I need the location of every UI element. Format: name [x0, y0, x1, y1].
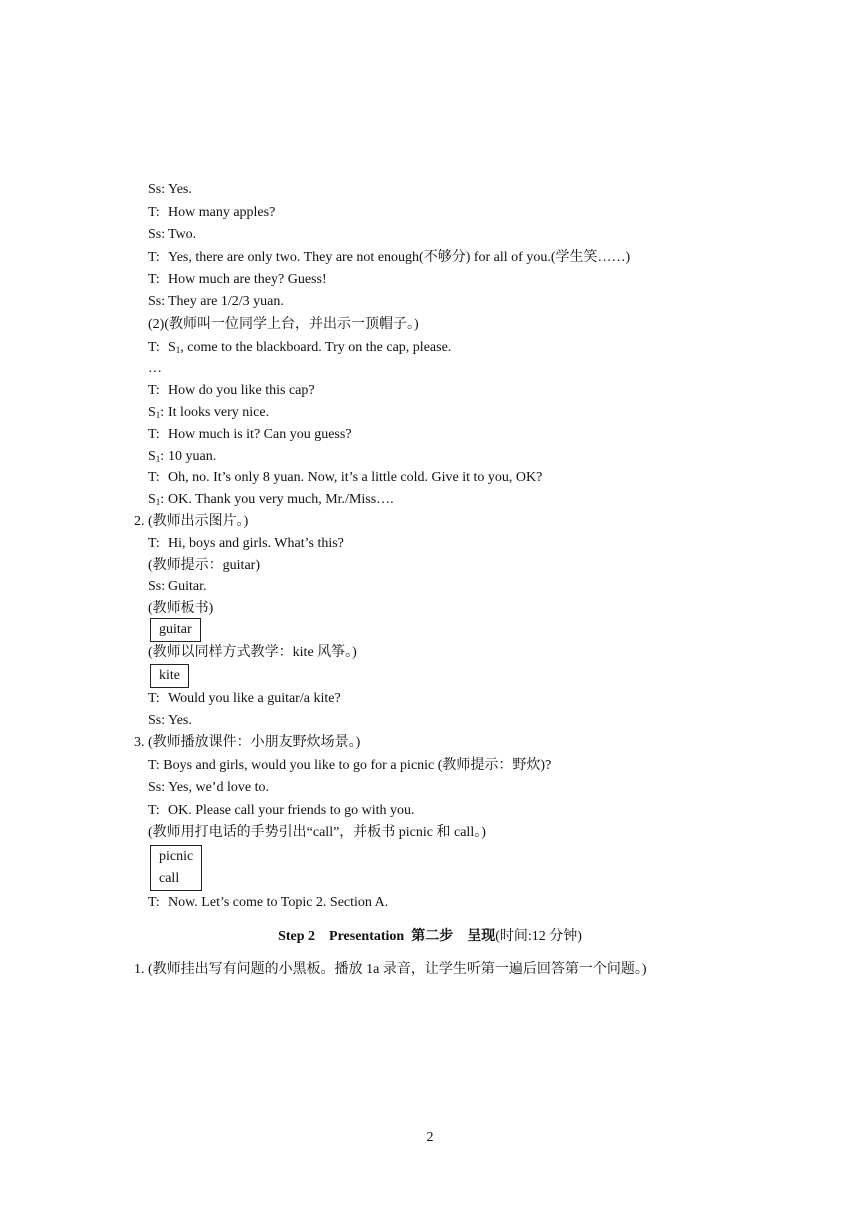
- dialogue-line: [148, 689, 341, 709]
- item-number: 3.: [134, 735, 145, 750]
- ellipsis-line: [148, 359, 162, 379]
- speaker-label: T:: [148, 340, 160, 355]
- line-text: Yes.: [168, 182, 192, 197]
- line-text: (教师播放课件：小朋友野炊场景。): [148, 735, 361, 750]
- line-text: (2)(教师叫一位同学上台，并出示一顶帽子。): [148, 317, 419, 332]
- line-text: , come to the blackboard. Try on the cap, please.: [180, 340, 452, 355]
- speaker-label: $S_1$:: [148, 492, 165, 507]
- dialogue-line: [148, 292, 284, 312]
- line-text: Ss: Yes, we’d love to.: [148, 780, 269, 795]
- dialogue-line: [148, 778, 269, 798]
- line-text: How many apples?: [168, 205, 276, 220]
- speaker-label: T:: [148, 895, 160, 910]
- speaker-label: Ss:: [148, 579, 166, 594]
- line-text: Two.: [168, 227, 197, 242]
- line-text: It looks very nice.: [168, 405, 270, 420]
- dialogue-line: [148, 447, 216, 467]
- step-cn2: 呈现: [467, 929, 496, 944]
- item-3-heading: [134, 733, 360, 753]
- speaker-label: T:: [148, 383, 160, 398]
- line-text: S: [168, 340, 176, 355]
- line-text: (教师板书): [148, 601, 214, 616]
- subscript: 1: [175, 345, 181, 355]
- speaker-label: T:: [148, 691, 160, 706]
- speaker-label: T:: [148, 205, 160, 220]
- dialogue-line: [148, 225, 196, 245]
- dialogue-line: [148, 893, 388, 913]
- line-text: Would you like a guitar/a kite?: [168, 691, 341, 706]
- line-text: Oh, no. It’s only 8 yuan. Now, it’s a little cold. Give it to you, OK?: [168, 470, 543, 485]
- blackboard-word-box: [150, 664, 189, 688]
- line-text: (教师挂出写有问题的小黑板。播放 1a 录音，让学生听第一遍后回答第一个问题。): [148, 962, 647, 977]
- step-cn: 第二步: [411, 929, 454, 944]
- step-time: (时间:12 分钟): [495, 929, 582, 944]
- speaker-label: Ss:: [148, 713, 166, 728]
- speaker-label: T:: [148, 803, 160, 818]
- speaker-label: T:: [148, 470, 160, 485]
- speaker-label: T:: [148, 536, 160, 551]
- line-text: Now. Let’s come to Topic 2. Section A.: [168, 895, 389, 910]
- line-text: How do you like this cap?: [168, 383, 315, 398]
- blackboard-word-box: [150, 618, 201, 642]
- speaker-label: Ss:: [148, 227, 166, 242]
- line-text: (教师以同样方式教学：kite 风筝。): [148, 645, 357, 660]
- dialogue-line: [148, 425, 352, 445]
- dialogue-line: [148, 468, 542, 488]
- instruction-line: [148, 643, 357, 663]
- line-text: T: Boys and girls, would you like to go for a picnic (教师提示：野炊)?: [148, 758, 552, 773]
- line-text: (教师出示图片。): [148, 514, 249, 529]
- speaker-label: T:: [148, 272, 160, 287]
- dialogue-line: [148, 180, 192, 200]
- board-word: kite: [159, 668, 180, 683]
- line-text: Yes.: [168, 713, 192, 728]
- dialogue-line: [148, 203, 275, 223]
- dialogue-line: [148, 577, 207, 597]
- dialogue-line: [148, 756, 551, 776]
- dialogue-line: [148, 248, 630, 268]
- step-2-item-1: [134, 960, 647, 980]
- item-2-heading: [134, 512, 248, 532]
- page-number: 2: [426, 1130, 434, 1145]
- line-text: OK. Thank you very much, Mr./Miss….: [168, 492, 394, 507]
- board-word: picnic: [159, 849, 194, 864]
- line-text: How much are they? Guess!: [168, 272, 327, 287]
- dialogue-line: [148, 270, 327, 290]
- board-word: guitar: [159, 622, 192, 637]
- speaker-label: T:: [148, 250, 160, 265]
- blackboard-word-box: [150, 845, 202, 891]
- dialogue-line: [148, 403, 269, 423]
- instruction-line: [148, 556, 260, 576]
- line-text: (教师提示：guitar): [148, 558, 260, 573]
- dialogue-line: [148, 801, 415, 821]
- instruction-line: [148, 315, 419, 335]
- line-text: How much is it? Can you guess?: [168, 427, 352, 442]
- line-text: Hi, boys and girls. What’s this?: [168, 536, 344, 551]
- step-label: Step 2: [278, 929, 316, 944]
- line-text: (教师用打电话的手势引出“call”，并板书 picnic 和 call。): [148, 825, 486, 840]
- speaker-label: Ss:: [148, 294, 166, 309]
- item-number: 2.: [134, 514, 145, 529]
- speaker-label: $S_1$:: [148, 405, 165, 420]
- line-text: Guitar.: [168, 579, 207, 594]
- line-text: 10 yuan.: [168, 449, 217, 464]
- line-text: OK. Please call your friends to go with you.: [168, 803, 415, 818]
- instruction-line: [148, 823, 486, 843]
- line-text: They are 1/2/3 yuan.: [168, 294, 284, 309]
- speaker-label: $S_1$:: [148, 449, 165, 464]
- step-name: Presentation: [329, 929, 405, 944]
- item-number: 1.: [134, 962, 145, 977]
- dialogue-line: [148, 534, 344, 554]
- dialogue-line: [148, 490, 394, 510]
- dialogue-line: [148, 338, 451, 358]
- board-word: call: [159, 871, 180, 886]
- step-heading: [0, 927, 860, 947]
- speaker-label: T:: [148, 427, 160, 442]
- instruction-line: [148, 599, 213, 619]
- dialogue-line: [148, 711, 192, 731]
- line-text: Yes, there are only two. They are not enough(不够分) for all of you.(学生笑……): [168, 250, 631, 265]
- line-text: …: [148, 361, 162, 376]
- speaker-label: Ss:: [148, 182, 166, 197]
- dialogue-line: [148, 381, 315, 401]
